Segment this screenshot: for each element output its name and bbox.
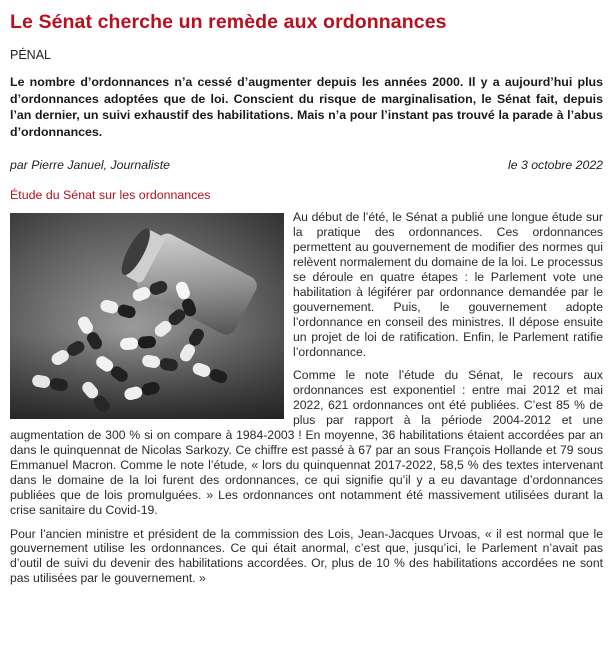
senate-study-link[interactable]: Étude du Sénat sur les ordonnances: [10, 188, 211, 203]
author: par Pierre Januel, Journaliste: [10, 158, 170, 173]
byline: [10, 158, 603, 172]
publication-date: le 3 octobre 2022: [507, 158, 603, 173]
article-body: [10, 210, 603, 586]
article-chapo: Le nombre d’ordonnances n’a cessé d’augmenter depuis les années 2000. Il y a aujourd’hui plus d’ordonnances adoptées que de loi. Conscient du risque de marginalisation, le Sénat fait, depuis l’an dernier, un suivi exhaustif des habilitations. Mais n’a pour l’instant pas trouvé la parade à l’abus d’ordonnances.: [10, 75, 603, 139]
paragraph-2: Comme le note l’étude du Sénat, le recours aux ordonnances est exponentiel : entre mai 2012 et mai 2022, 621 ordonnances ont été publiées. C’est 85 % de plus par rapport à la période 2004-2012 et une augmentation de 300 % si on compare à 1984-2003 ! En moyenne, 36 habilitations étaient accordées par an dans le quinquennat de Nicolas Sarkozy. Ce chiffre est passé à 67 par an sous François Hollande et 79 sous Emmanuel Macron. Comme le note l’étude, « lors du quinquennat 2017-2022, 58,5 % des textes intervenant dans le domaine de la loi furent des ordonnances, ce qui signifie qu’il y a eu davantage d’ordonnances publiées que de lois promulguées. » Les ordonnances ont notamment été massivement utilisées durant la crise sanitaire du Covid-19.: [10, 368, 603, 517]
article-rubric: PÉNAL: [10, 48, 51, 62]
paragraph-3: Pour l’ancien ministre et président de la commission des Lois, Jean-Jacques Urvoas, « il est normal que le gouvernement utilise les ordonnances. Ce qui était anormal, c’est que, jusqu’ici, le Parlement n’avait pas d’outil de suivi du devenir des habilitations accordées. Or, plus de 10 % des habilitations accordées ne sont pas utilisées par le gouvernement. »: [10, 526, 603, 586]
pill-bottle-illustration: [10, 213, 284, 419]
pill-bottle-photo: [10, 213, 284, 419]
article-title: Le Sénat cherche un remède aux ordonnances: [10, 11, 447, 33]
paragraph-1: Au début de l’été, le Sénat a publié une longue étude sur la pratique des ordonnances. Ces ordonnances permettent au gouvernement de modifier des normes qui relèvent normalement du domaine de la loi. Le processus se déroule en quatre étapes : le Parlement vote une habilitation à légiférer par ordonnance demandée par le gouvernement. Puis, le gouvernement adopte l’ordonnance en conseil des ministres. Il dépose ensuite un projet de loi de ratification. Enfin, le Parlement ratifie l’ordonnance.: [293, 210, 603, 359]
